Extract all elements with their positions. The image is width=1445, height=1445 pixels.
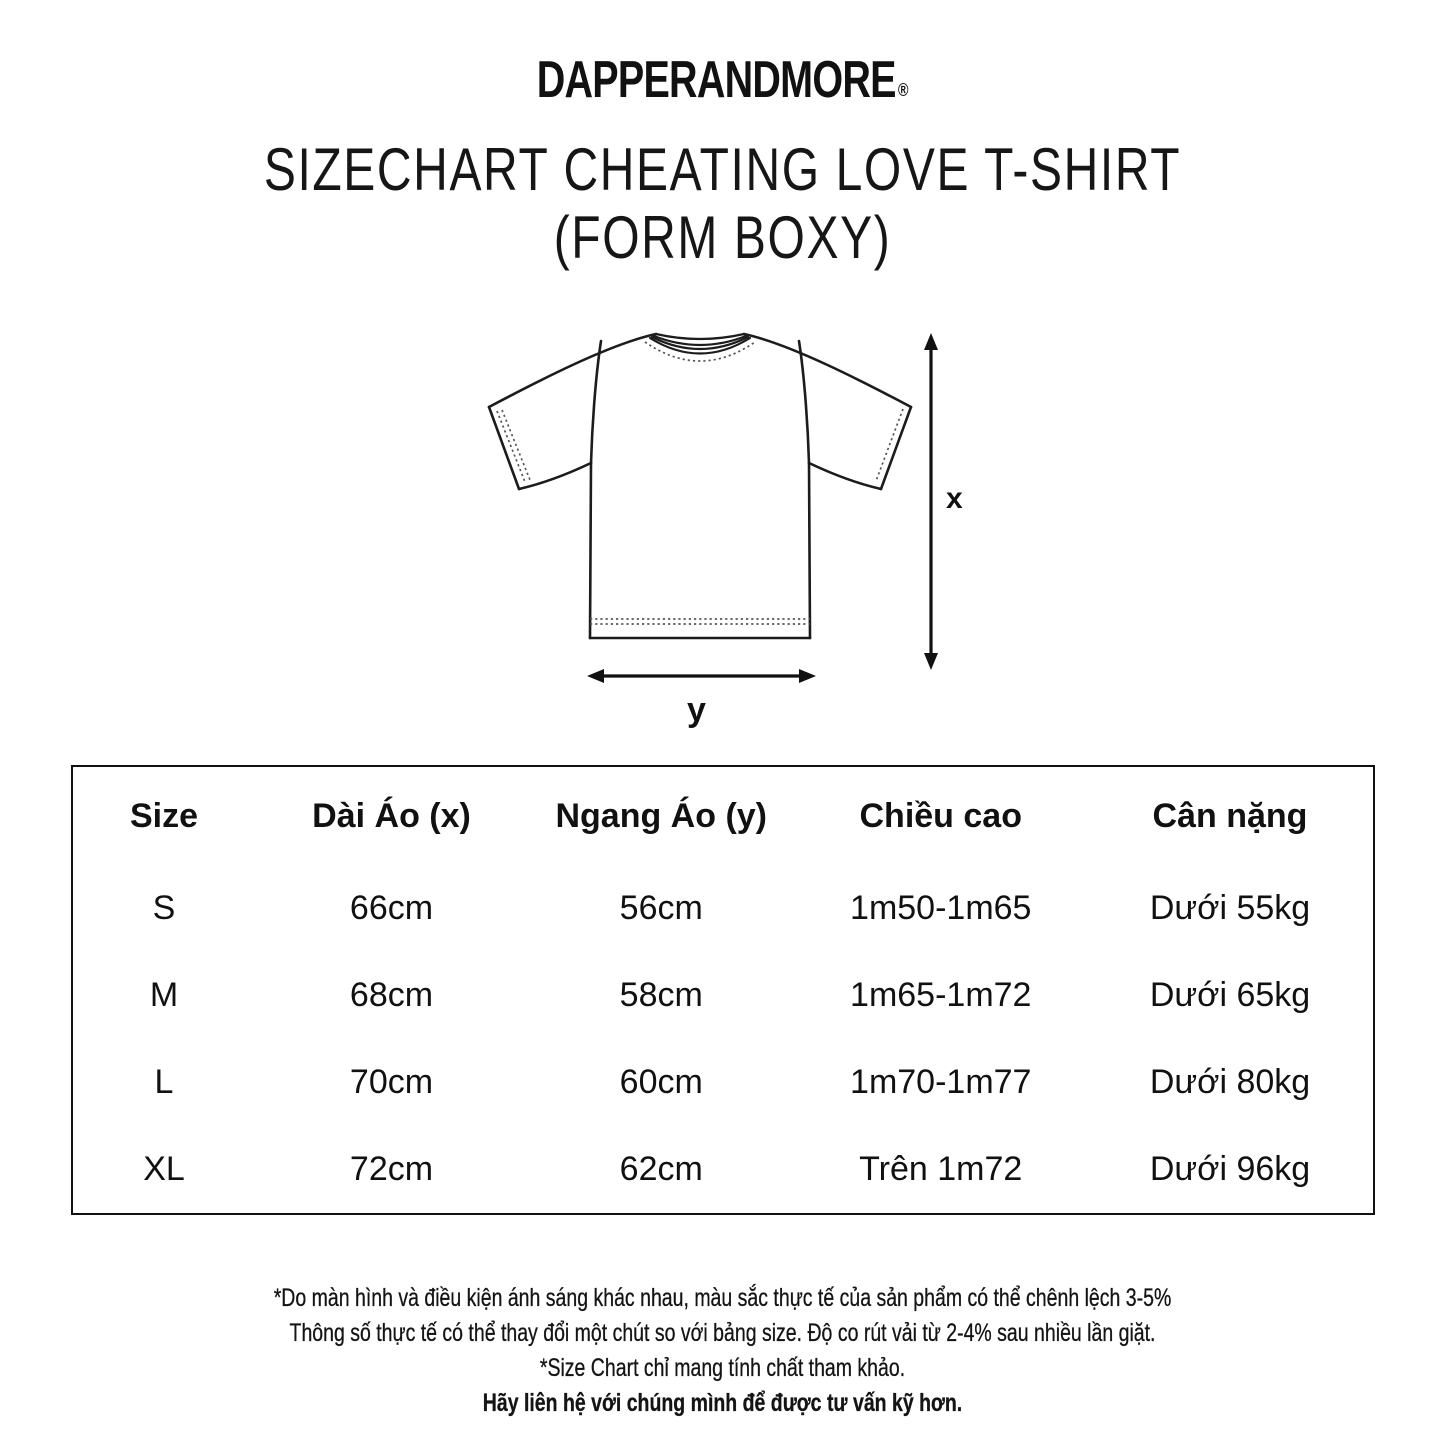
column-header-height: Chiều cao <box>859 796 1022 835</box>
footnote-line-4: Hãy liên hệ với chúng mình để được tư vấn kỹ hơn. <box>482 1389 963 1417</box>
size-table <box>71 765 1375 1215</box>
table-row-m <box>73 952 1373 1039</box>
table-row-l <box>73 1039 1373 1126</box>
cell-size: XL <box>143 1150 185 1188</box>
y-dimension-arrow <box>587 669 816 683</box>
registered-trademark-icon: ® <box>897 78 909 100</box>
tshirt-silhouette <box>489 334 911 638</box>
footnote-line-1: *Do màn hình và điều kiện ánh sáng khác nhau, màu sắc thực tế của sản phẩm có thể chênh lệch 3-5% <box>273 1284 1172 1312</box>
cell-width: 60cm <box>619 1063 703 1101</box>
page-title <box>145 136 1301 272</box>
tshirt-measurement-diagram <box>440 310 1010 740</box>
footnote-line-3: *Size Chart chỉ mang tính chất tham khảo. <box>539 1354 906 1382</box>
cell-length: 70cm <box>349 1063 434 1101</box>
cell-height: 1m65-1m72 <box>850 976 1032 1014</box>
cell-length: 72cm <box>349 1150 434 1188</box>
cell-height: 1m50-1m65 <box>850 889 1032 927</box>
cell-height: 1m70-1m77 <box>850 1063 1032 1101</box>
cell-weight: Dưới 80kg <box>1149 1063 1311 1101</box>
table-header-row <box>73 767 1373 865</box>
cell-weight: Dưới 55kg <box>1149 889 1311 927</box>
x-dimension-label: x <box>946 482 963 515</box>
cell-width: 58cm <box>619 976 703 1014</box>
footnotes <box>159 1281 1286 1421</box>
cell-length: 68cm <box>349 976 434 1014</box>
table-row-xl <box>73 1126 1373 1213</box>
column-header-length: Dài Áo (x) <box>312 796 471 835</box>
cell-height: Trên 1m72 <box>859 1150 1023 1188</box>
cell-weight: Dưới 96kg <box>1149 1150 1311 1188</box>
table-row-s <box>73 865 1373 952</box>
header <box>0 50 1445 110</box>
cell-length: 66cm <box>349 889 434 927</box>
brand-logo-text: DAPPERANDMORE <box>536 51 896 109</box>
title-line-1: SIZECHART CHEATING LOVE T-SHIRT <box>263 136 1182 203</box>
cell-width: 62cm <box>619 1150 703 1188</box>
x-dimension-arrow <box>924 333 938 670</box>
cell-width: 56cm <box>619 889 703 927</box>
cell-weight: Dưới 65kg <box>1149 976 1311 1014</box>
footnote-line-2: Thông số thực tế có thể thay đổi một chút so với bảng size. Độ co rút vải từ 2-4% sau nhiều lần giặt. <box>289 1319 1156 1347</box>
cell-size: M <box>149 976 179 1014</box>
cell-size: S <box>152 889 176 927</box>
column-header-weight: Cân nặng <box>1152 796 1308 835</box>
y-dimension-label: y <box>687 691 706 729</box>
column-header-size: Size <box>129 796 199 835</box>
column-header-width: Ngang Áo (y) <box>555 796 768 835</box>
brand-logo <box>537 50 909 110</box>
cell-size: L <box>154 1063 174 1101</box>
title-line-2: (FORM BOXY) <box>553 204 892 271</box>
